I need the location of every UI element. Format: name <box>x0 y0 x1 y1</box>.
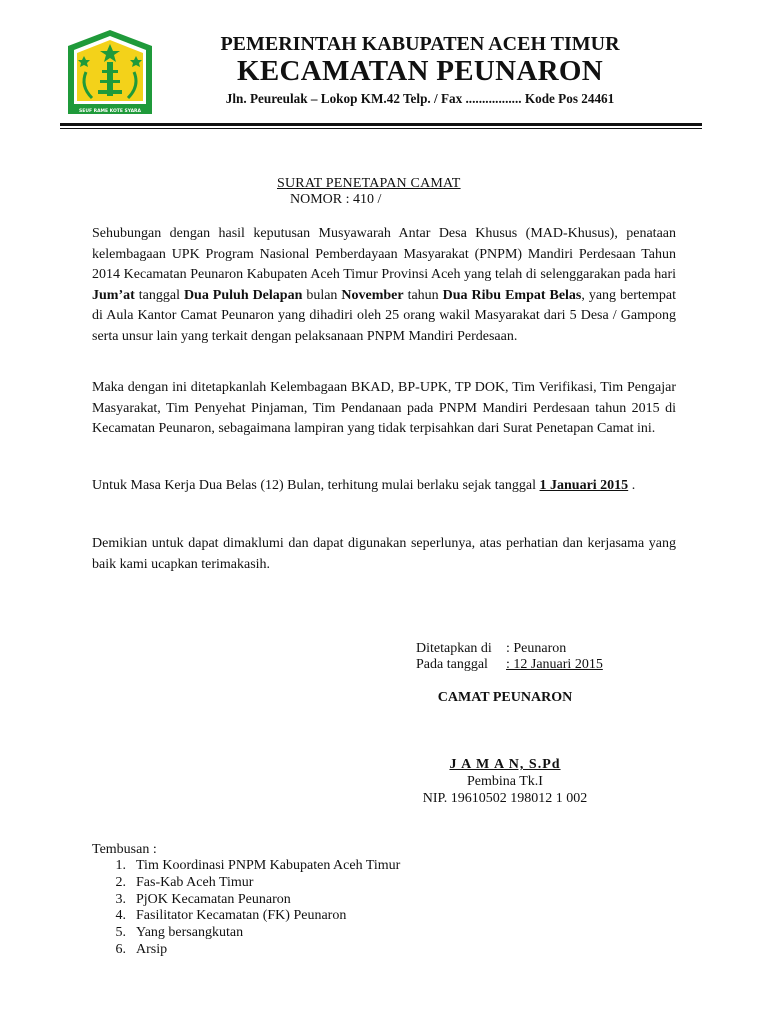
issued-at-value: : Peunaron <box>506 641 567 656</box>
header-address: Jln. Peureulak – Lokop KM.42 Telp. / Fax ................. Kode Pos 24461 <box>225 91 615 106</box>
paragraph-4: Demikian untuk dapat dimaklumi dan dapat digunakan seperlunya, atas perhatian dan kerjasama yang baik kami ucapkan terimakasih. <box>92 536 676 572</box>
paragraph-1-text: tanggal <box>134 287 184 303</box>
list-item <box>92 858 400 875</box>
issued-date-row <box>416 657 603 673</box>
paragraph-1-text: bulan <box>302 287 342 303</box>
list-item-number: 4. <box>115 908 126 924</box>
paragraph-1-text: , yang bertempat di Aula Kantor Camat Peunaron yang dihadiri oleh 25 orang wakil Masyarakat dari 5 Desa / Gampong serta unsur lain yang terkait dengan pelaksanaan PNPM Mandiri Perdesaan. <box>92 287 676 344</box>
paragraph-1-text: Sehubungan dengan hasil keputusan Musyawarah Antar Desa Khusus (MAD-Khusus), penataan kelembagaan UPK Program Nasional Pemberdayaan Masyarakat (PNPM) Mandiri Perdesaan Tahun 2014 Kecamatan Peunaron Kabupaten Aceh Timur Provinsi Aceh yang telah di selenggarakan pada hari <box>92 226 676 283</box>
issued-date-label: Pada tanggal <box>416 657 488 672</box>
header-district: KECAMATAN PEUNARON <box>236 55 603 87</box>
header-divider-thin <box>60 128 702 129</box>
header-government: PEMERINTAH KABUPATEN ACEH TIMUR <box>220 33 620 55</box>
paragraph-2: Maka dengan ini ditetapkanlah Kelembagaan BKAD, BP-UPK, TP DOK, Tim Verifikasi, Tim Pengajar Masyarakat, Tim Penyehat Pinjaman, Tim Pendanaan pada PNPM Mandiri Perdesaan tahun 2015 di Kecamatan Peunaron, sebagaimana lampiran yang tidak terpisahkan dari Surat Penetapan Camat ini. <box>92 380 676 437</box>
meeting-year: Dua Ribu Empat Belas <box>442 287 582 303</box>
list-item-text: PjOK Kecamatan Peunaron <box>136 891 291 907</box>
paragraph-3-text: Untuk Masa Kerja Dua Belas (12) Bulan, terhitung mulai berlaku sejak tanggal <box>92 478 540 493</box>
header-divider-thick <box>60 123 702 126</box>
list-item <box>92 942 400 959</box>
letter-number: NOMOR : 410 / <box>290 192 382 207</box>
issued-at-label: Ditetapkan di <box>416 641 492 656</box>
signer-title: CAMAT PEUNARON <box>437 690 573 705</box>
effective-date: 1 Januari 2015 <box>539 478 629 493</box>
issued-at-row <box>416 641 566 657</box>
list-item-text: Fas-Kab Aceh Timur <box>136 874 254 890</box>
cc-list <box>92 858 400 959</box>
letter-title: SURAT PENETAPAN CAMAT <box>277 176 461 191</box>
paragraph-1 <box>92 224 676 348</box>
list-item <box>92 925 400 942</box>
meeting-month: November <box>341 287 404 303</box>
paragraph-3-text: . <box>628 478 636 493</box>
regency-logo <box>62 26 158 120</box>
signer-name: J A M A N, S.Pd <box>449 757 561 772</box>
signer-nip: NIP. 19610502 198012 1 002 <box>422 791 588 806</box>
list-item-number: 5. <box>115 925 126 941</box>
list-item-text: Yang bersangkutan <box>136 925 244 941</box>
signer-rank: Pembina Tk.I <box>467 774 543 789</box>
paragraph-3 <box>92 476 676 497</box>
cc-label: Tembusan : <box>92 842 157 857</box>
issued-date-value: : 12 Januari 2015 <box>506 657 603 672</box>
list-item-number: 6. <box>115 941 126 957</box>
list-item <box>92 908 400 925</box>
list-item-number: 1. <box>115 858 126 873</box>
meeting-date: Dua Puluh Delapan <box>183 287 303 303</box>
list-item-text: Arsip <box>136 941 168 957</box>
list-item-number: 2. <box>115 874 126 890</box>
regency-emblem-icon <box>62 26 158 120</box>
list-item <box>92 875 400 892</box>
list-item <box>92 892 400 909</box>
list-item-number: 3. <box>115 891 126 907</box>
meeting-day: Jum’at <box>92 287 135 303</box>
logo-motto: SEUF RAME KOTE SYARA <box>79 109 141 114</box>
list-item-text: Tim Koordinasi PNPM Kabupaten Aceh Timur <box>136 858 401 873</box>
paragraph-1-text: tahun <box>403 287 443 303</box>
list-item-text: Fasilitator Kecamatan (FK) Peunaron <box>136 908 347 924</box>
